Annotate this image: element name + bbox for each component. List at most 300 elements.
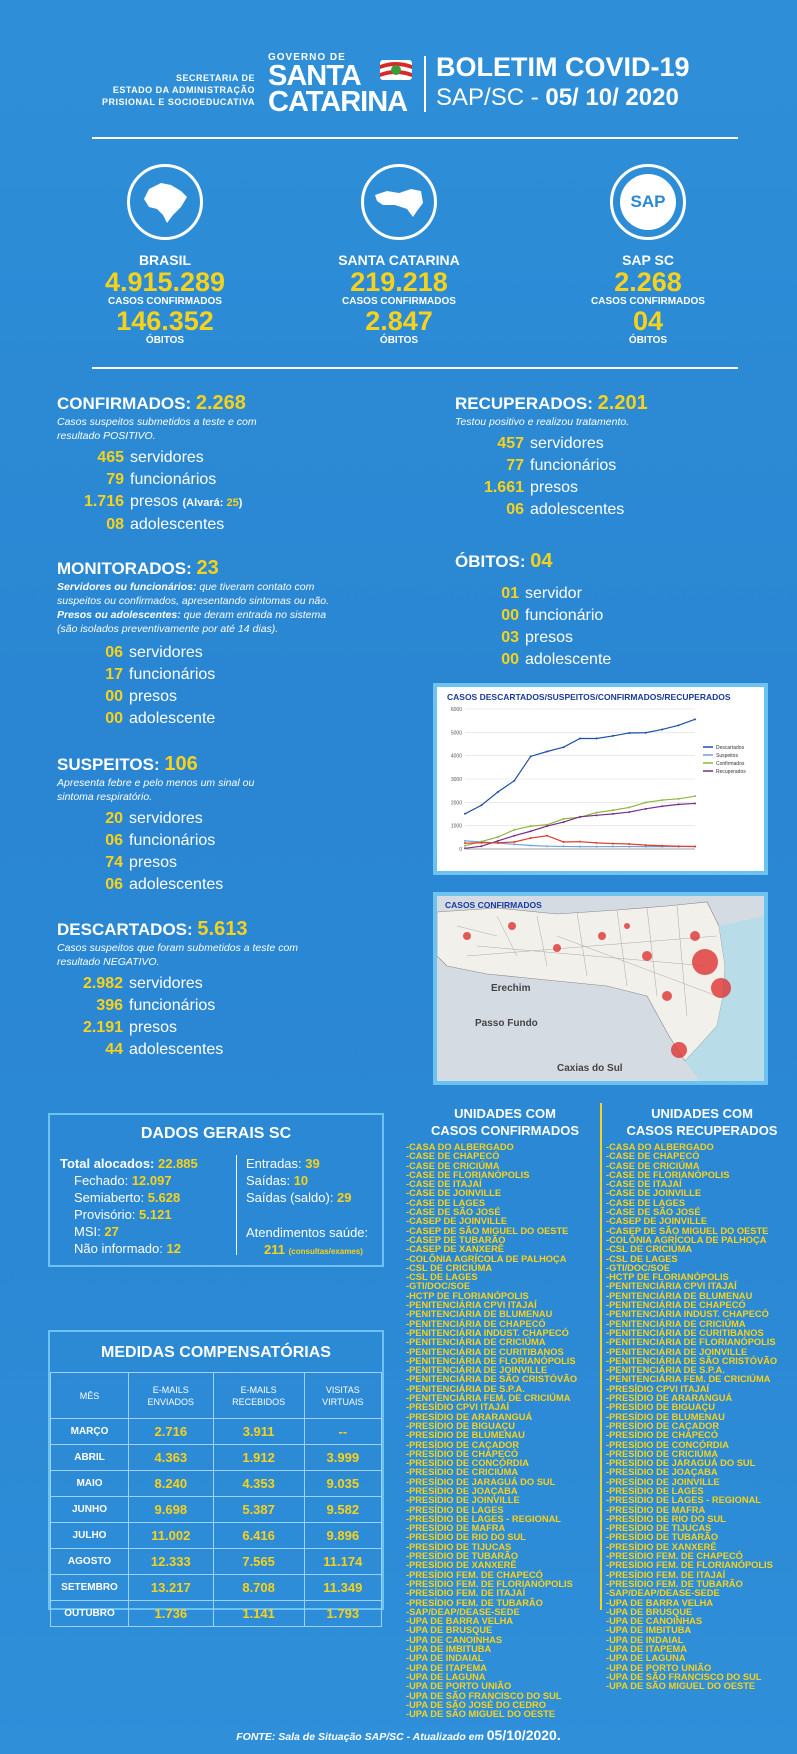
- unidades-recuperados-list: [606, 1143, 791, 1692]
- text: 5.121: [139, 1207, 172, 1222]
- list-item: -CSL DE LAGES: [606, 1253, 678, 1264]
- text: 00: [105, 688, 123, 705]
- text: 04: [530, 550, 553, 572]
- list-item: -SAP/DEAP/DEASE-SEDE: [606, 1588, 720, 1599]
- chart-point: [678, 724, 680, 726]
- text: 2.982: [82, 975, 123, 992]
- value-cell: 3.911: [213, 1419, 304, 1445]
- chart-point: [530, 845, 532, 847]
- table-row: [51, 1575, 382, 1601]
- text: 219.218: [350, 267, 448, 297]
- chart-point: [480, 804, 482, 806]
- text: adolescentes: [129, 876, 224, 893]
- chart-point: [595, 812, 597, 814]
- list-item: -PENITENCIÁRIA DE SÃO CRISTÓVÃO: [406, 1374, 578, 1385]
- text: 396: [96, 997, 123, 1014]
- text: 1.716: [83, 493, 124, 510]
- table-row: [51, 1523, 382, 1549]
- text: adolescentes: [129, 1041, 224, 1058]
- text: 2.847: [365, 306, 433, 336]
- list-item: -COLÔNIA AGRÍCOLA DE PALHOÇA: [406, 1253, 567, 1264]
- text: 74: [105, 854, 123, 871]
- list-item: -CASE DE FLORIANÓPOLIS: [606, 1169, 730, 1180]
- stat-sap-sc: [538, 164, 758, 346]
- list-item: -PRESÍDIO FEM. DE ITAJAÍ: [406, 1588, 526, 1599]
- text: MÊS: [51, 1373, 129, 1419]
- text: presos: [130, 493, 179, 510]
- text: presos: [525, 629, 574, 646]
- chart-series-line: [465, 796, 695, 846]
- text: sintoma respiratório.: [57, 791, 153, 803]
- text: adolescentes: [530, 501, 625, 518]
- list-item: [57, 1017, 397, 1039]
- list-item: -PRESÍDIO DE CAÇADOR: [406, 1439, 520, 1450]
- list-item: -CASE DE CRICIÚMA: [606, 1160, 700, 1171]
- list-item: [60, 1240, 240, 1257]
- list-item: -PRESÍDIO FEM. DE TUBARÃO: [406, 1597, 543, 1608]
- list-item: -CASEP DE SÃO MIGUEL DO OESTE: [406, 1225, 569, 1236]
- month-cell: AGOSTO: [51, 1549, 129, 1575]
- chart-point: [513, 841, 515, 843]
- text: 2.268: [614, 267, 682, 297]
- text: MONITORADOS:: [57, 559, 192, 578]
- map-title: CASOS CONFIRMADOS: [445, 900, 542, 910]
- section-recuperados: [455, 392, 775, 521]
- list-item: -PRESÍDIO DE MAFRA: [606, 1504, 706, 1515]
- text: 1.661: [483, 479, 524, 496]
- text: Total alocados:: [60, 1156, 158, 1171]
- text: RECUPERADOS:: [455, 394, 593, 413]
- text: servidores: [129, 644, 203, 661]
- list-item: -PRESÍDIO DE JOAÇABA: [406, 1485, 518, 1496]
- map-label-passo-fundo: Passo Fundo: [475, 1018, 538, 1029]
- chart-title: CASOS DESCARTADOS/SUSPEITOS/CONFIRMADOS/RECUPERADOS: [447, 692, 731, 702]
- list-item: -CASE DE LAGES: [406, 1197, 486, 1208]
- chart-point: [595, 737, 597, 739]
- chart-point: [546, 750, 548, 752]
- bulletin-date: 05/ 10/ 2020: [545, 84, 679, 111]
- list-item: -PENITENCIÁRIA DE JOINVILLE: [406, 1365, 548, 1376]
- text: CASOS CONFIRMADOS: [591, 296, 705, 307]
- text: ÓBITOS: [145, 335, 185, 346]
- text: DESCARTADOS:: [57, 920, 193, 939]
- text: 44: [105, 1041, 123, 1058]
- list-item: -PRESÍDIO DE TIJUCAS: [606, 1523, 712, 1534]
- text: Provisório:: [74, 1207, 140, 1222]
- text: suspeitos ou confirmados, apresentando sintomas ou não.: [57, 595, 330, 607]
- text: CASOS CONFIRMADOS: [108, 296, 222, 307]
- list-item: -UPA DE IMBITUBA: [606, 1625, 692, 1636]
- list-item: -PRESÍDIO DE BIGUAÇU: [406, 1420, 515, 1431]
- chart-point: [678, 798, 680, 800]
- text: presos: [129, 688, 178, 705]
- chart-point: [694, 795, 696, 797]
- chart-point: [497, 840, 499, 842]
- value-cell: 9.035: [304, 1471, 381, 1497]
- chart-point: [661, 805, 663, 807]
- value-cell: 1.736: [129, 1601, 214, 1627]
- section-descartados: [57, 918, 397, 1061]
- chart-point: [579, 737, 581, 739]
- value-cell: 1.912: [213, 1445, 304, 1471]
- list-item: -PRESÍDIO DE XANXERÊ: [406, 1560, 517, 1571]
- chart-point: [513, 835, 515, 837]
- chart-ytick-label: 2000: [450, 800, 462, 807]
- text: SAP: [620, 174, 676, 230]
- text: (Alvará:: [182, 497, 227, 509]
- text: resultado NEGATIVO.: [57, 956, 160, 968]
- text: adolescentes: [130, 516, 225, 533]
- text: 39: [305, 1156, 320, 1171]
- text: 4.915.289: [104, 267, 226, 297]
- chart-point: [661, 799, 663, 801]
- month-cell: MAIO: [51, 1471, 129, 1497]
- list-item: -PENITENCIÁRIA DE FLORIANÓPOLIS: [606, 1337, 776, 1348]
- santa-catarina-map-icon: [361, 164, 437, 240]
- list-item: -PRESÍDIO DE ARARANGUÁ: [606, 1393, 733, 1404]
- table-row: [51, 1445, 382, 1471]
- chart-svg: [437, 687, 764, 871]
- list-item: [455, 605, 775, 627]
- chart-ytick-label: 1000: [450, 823, 462, 830]
- text: 211: [264, 1242, 285, 1257]
- text: SUSPEITOS:: [57, 755, 160, 774]
- list-item: [455, 627, 775, 649]
- month-cell: ABRIL: [51, 1445, 129, 1471]
- chart-point: [645, 808, 647, 810]
- text: 06: [105, 832, 123, 849]
- chart-point: [628, 846, 630, 848]
- value-cell: 9.896: [304, 1523, 381, 1549]
- chart-point: [628, 806, 630, 808]
- chart-point: [497, 842, 499, 844]
- list-item: [57, 447, 387, 469]
- governo-sc-logo: [268, 52, 418, 118]
- map-label-erechim: Erechim: [491, 983, 531, 994]
- table-row: [51, 1601, 382, 1627]
- fonte-note: [0, 1727, 797, 1743]
- list-item: -PRESÍDIO DE BLUMENAU: [606, 1411, 725, 1422]
- header-divider: [424, 56, 426, 112]
- text: Presos ou adolescentes:: [57, 609, 181, 621]
- chart-point: [628, 811, 630, 813]
- unidades-confirmados-title: [405, 1105, 605, 1139]
- month-cell: MARÇO: [51, 1419, 129, 1445]
- section-obitos: [455, 550, 775, 671]
- month-cell: SETEMBRO: [51, 1575, 129, 1601]
- text: ÓBITOS: [379, 335, 419, 346]
- chart-point: [563, 841, 565, 843]
- list-item: -CASE DE FLORIANÓPOLIS: [406, 1169, 530, 1180]
- medidas-table: [50, 1372, 382, 1627]
- text: Não informado:: [74, 1241, 167, 1256]
- list-item: -CASEP DE SÃO MIGUEL DO OESTE: [606, 1225, 769, 1236]
- chart-point: [694, 846, 696, 848]
- list-item: -PRESÍDIO DE CRICIÚMA: [406, 1467, 519, 1478]
- list-item: -PRESÍDIO DE CHAPECÓ: [606, 1430, 719, 1441]
- list-item: -PRESÍDIO FEM. DE TUBARÃO: [606, 1578, 743, 1589]
- text: 457: [497, 435, 524, 452]
- value-cell: 9.582: [304, 1497, 381, 1523]
- chart-ytick-label: 5000: [450, 730, 462, 737]
- dados-gerais-box: [48, 1113, 384, 1267]
- list-item: [455, 583, 775, 605]
- text: ÓBITOS: [628, 335, 668, 346]
- list-item: -PRESÍDIO DE LAGES: [606, 1485, 704, 1496]
- text: 06: [506, 501, 524, 518]
- list-item: -CASE DE ITAJAÍ: [606, 1179, 682, 1190]
- table-row: [51, 1549, 382, 1575]
- list-item: -PRESÍDIO DE LAGES: [406, 1504, 504, 1515]
- text: 00: [501, 607, 519, 624]
- text: servidores: [129, 810, 203, 827]
- chart-point: [612, 813, 614, 815]
- chart-point: [595, 842, 597, 844]
- list-item: -PENITENCIÁRIA DE S.P.A.: [406, 1383, 525, 1394]
- chart-point: [513, 780, 515, 782]
- list-item: -PENITENCIÁRIA DE CHAPECÓ: [606, 1300, 746, 1311]
- list-item: -PRESÍDIO FEM. DE FLORIANÓPOLIS: [406, 1578, 573, 1589]
- list-item: -UPA DE SÃO MIGUEL DO OESTE: [406, 1709, 556, 1720]
- text: adolescente: [525, 651, 612, 668]
- chart-point: [628, 732, 630, 734]
- list-item: -CSL DE CRICIÚMA: [406, 1262, 493, 1273]
- section-monitorados: [57, 557, 397, 730]
- bulletin-subtitle: [436, 84, 679, 112]
- santa-label: SANTA: [268, 60, 361, 92]
- text: BRASIL: [138, 252, 192, 268]
- value-cell: 11.002: [129, 1523, 214, 1549]
- text: 146.352: [116, 306, 214, 336]
- chart-point: [530, 755, 532, 757]
- list-item: -CASE DE SÃO JOSÉ: [406, 1207, 501, 1218]
- list-item: -PRESÍDIO DE TUBARÃO: [406, 1551, 519, 1562]
- text: 79: [106, 471, 124, 488]
- list-item: -PRESÍDIO DE TIJUCAS: [406, 1541, 512, 1552]
- text: FONTE: Sala de Situação SAP/SC - Atualizado em: [236, 1731, 487, 1743]
- text: UNIDADES COM: [454, 1106, 556, 1121]
- value-cell: 3.999: [304, 1445, 381, 1471]
- chart-point: [563, 845, 565, 847]
- list-item: -CSL DE LAGES: [406, 1272, 478, 1283]
- list-item: -PENITENCIÁRIA CPVI ITAJAÍ: [406, 1300, 537, 1311]
- text: Fechado:: [74, 1173, 132, 1188]
- list-item: -UPA DE BRUSQUE: [606, 1606, 693, 1617]
- text: Atendimentos saúde:: [246, 1225, 369, 1240]
- list-item: [60, 1223, 240, 1240]
- text: funcionários: [129, 666, 216, 683]
- list-item: [60, 1172, 240, 1189]
- list-item: -UPA DE SÃO MIGUEL DO OESTE: [606, 1681, 756, 1692]
- text: CONFIRMADOS:: [57, 394, 192, 413]
- sap-logo-icon: [610, 164, 686, 240]
- text: ): [238, 497, 243, 509]
- text: funcionários: [129, 997, 216, 1014]
- list-item: -UPA DE PORTO UNIÃO: [406, 1681, 512, 1692]
- list-item: -UPA DE BARRA VELHA: [406, 1616, 514, 1627]
- text: SECRETARIA DE: [175, 73, 255, 83]
- list-item: -PRESÍDIO DE JOINVILLE: [406, 1495, 520, 1506]
- section-suspeitos: [57, 753, 387, 896]
- text: CASOS CONFIRMADOS: [430, 1123, 580, 1138]
- unidades-confirmados-list: [406, 1143, 601, 1719]
- list-item: -PENITENCIÁRIA DE CRICIÚMA: [606, 1318, 746, 1329]
- chart-point: [546, 835, 548, 837]
- sc-flag-icon: [378, 58, 414, 82]
- text: servidores: [129, 975, 203, 992]
- chart-point: [612, 846, 614, 848]
- chart-point: [579, 841, 581, 843]
- chart-point: [464, 842, 466, 844]
- list-item: -PRESÍDIO DE BLUMENAU: [406, 1430, 525, 1441]
- chart-point: [530, 825, 532, 827]
- text: ESTADO DA ADMINISTRAÇÃO: [112, 85, 255, 95]
- list-item: [57, 874, 387, 896]
- chart-point: [563, 746, 565, 748]
- text: 29: [337, 1190, 352, 1205]
- list-item: -PRESÍDIO FEM. DE FLORIANÓPOLIS: [606, 1560, 773, 1571]
- list-item: -UPA DE BRUSQUE: [406, 1625, 493, 1636]
- list-item: -COLÔNIA AGRÍCOLA DE PALHOÇA: [606, 1234, 767, 1245]
- text: 12.097: [131, 1173, 172, 1188]
- text: Entradas:: [246, 1156, 306, 1171]
- text: 10: [293, 1173, 309, 1188]
- chart-point: [480, 842, 482, 844]
- text: VISITAS VIRTUAIS: [304, 1373, 381, 1419]
- chart-point: [645, 732, 647, 734]
- list-item: -PRESÍDIO DE CRICIÚMA: [606, 1448, 719, 1459]
- list-item: -PENITENCIÁRIA FEM. DE CRICIÚMA: [406, 1393, 571, 1404]
- text: SAP SC: [622, 252, 674, 268]
- text: 01: [501, 585, 519, 602]
- list-item: -CASE DE CHAPECÓ: [406, 1151, 500, 1162]
- value-cell: 4.353: [213, 1471, 304, 1497]
- list-item: -UPA DE SÃO JOSÉ DO CEDRO: [406, 1699, 546, 1710]
- list-item: -PRESÍDIO DE JARAGUÁ DO SUL: [406, 1476, 556, 1487]
- list-item: -CASA DO ALBERGADO: [606, 1142, 714, 1152]
- chart-point: [530, 830, 532, 832]
- text: 12: [166, 1241, 181, 1256]
- value-cell: --: [304, 1419, 381, 1445]
- value-cell: 8.708: [213, 1575, 304, 1601]
- list-item: [60, 1189, 240, 1206]
- chart-point: [595, 814, 597, 816]
- list-item: -PENITENCIÁRIA DE CRICIÚMA: [406, 1337, 546, 1348]
- value-cell: 1.141: [213, 1601, 304, 1627]
- value-cell: 1.793: [304, 1601, 381, 1627]
- text: SANTA CATARINA: [338, 252, 460, 268]
- text: 00: [501, 651, 519, 668]
- text: Servidores ou funcionários:: [57, 581, 197, 593]
- list-item: -PRESÍDIO FEM. DE CHAPECÓ: [406, 1569, 543, 1580]
- text: funcionários: [130, 471, 217, 488]
- text: PRISIONAL E SOCIOEDUCATIVA: [101, 97, 255, 107]
- chart-ytick-label: 6000: [450, 707, 462, 713]
- list-item: -SAP/DEAP/DEASE-SEDE: [406, 1606, 520, 1617]
- list-item: -PENITENCIÁRIA DE CHAPECÓ: [406, 1318, 546, 1329]
- table-header-row: [51, 1373, 382, 1419]
- text: 23: [196, 557, 219, 579]
- text: presos: [129, 854, 178, 871]
- list-item: -UPA DE ITAPEMA: [406, 1662, 487, 1673]
- chart-point: [678, 845, 680, 847]
- chart-ytick-label: 4000: [450, 753, 462, 760]
- table-row: [51, 1471, 382, 1497]
- value-cell: 5.387: [213, 1497, 304, 1523]
- list-item: -UPA DE INDAIAL: [406, 1653, 484, 1664]
- text: 03: [501, 629, 519, 646]
- list-item: [57, 491, 387, 514]
- text: SAP/SC -: [436, 84, 546, 111]
- value-cell: 2.716: [129, 1419, 214, 1445]
- text: Casos suspeitos que foram submetidos a teste com: [57, 942, 299, 954]
- list-item: [57, 973, 397, 995]
- list-item: -PRESÍDIO DE BIGUAÇU: [606, 1402, 715, 1413]
- list-item: -PRESÍDIO CPVI ITAJAÍ: [606, 1383, 710, 1394]
- month-cell: JUNHO: [51, 1497, 129, 1523]
- list-item: -PENITENCIÁRIA DE CURITIBANOS: [406, 1346, 564, 1357]
- text: Saídas:: [246, 1173, 294, 1188]
- text: UNIDADES COM: [651, 1106, 753, 1121]
- month-cell: OUTUBRO: [51, 1601, 129, 1627]
- medidas-title: MEDIDAS COMPENSATÓRIAS: [101, 1344, 331, 1361]
- text: adolescente: [129, 710, 216, 727]
- list-item: -UPA DE PORTO UNIÃO: [606, 1662, 712, 1673]
- list-item: -UPA DE ITAPEMA: [606, 1644, 687, 1655]
- chart-legend-label: Suspeitos: [716, 753, 738, 759]
- text: 05/10/2020.: [486, 1727, 561, 1743]
- sc-map-drawing: [437, 896, 764, 1081]
- list-item: -UPA DE SÃO FRANCISCO DO SUL: [606, 1671, 762, 1682]
- bulletin-title: BOLETIM COVID-19: [436, 52, 690, 82]
- list-item: [455, 433, 775, 455]
- chart-point: [530, 837, 532, 839]
- text: 08: [106, 516, 124, 533]
- list-item: -PENITENCIÁRIA INDUST. CHAPECÓ: [406, 1327, 569, 1338]
- stats-line: [92, 367, 738, 369]
- list-item: -PENITENCIÁRIA DE S.P.A.: [606, 1365, 725, 1376]
- text: 106: [164, 753, 198, 775]
- list-item: -PENITENCIÁRIA DE SÃO CRISTÓVÃO: [606, 1355, 778, 1366]
- chart-point: [579, 816, 581, 818]
- text: funcionários: [129, 832, 216, 849]
- list-item: [57, 642, 397, 664]
- list-item: -UPA DE INDAIAL: [606, 1634, 684, 1645]
- list-item: [57, 1039, 397, 1061]
- list-item: -GTI/DOC/SOE: [606, 1262, 671, 1273]
- value-cell: 7.565: [213, 1549, 304, 1575]
- chart-point: [694, 718, 696, 720]
- list-item: -PENITENCIÁRIA FEM. DE CRICIÚMA: [606, 1374, 771, 1385]
- list-item: -PRESÍDIO DE CONCÓRDIA: [406, 1458, 529, 1469]
- text: ÓBITOS:: [455, 552, 526, 571]
- list-item: -CASE DE ITAJAÍ: [406, 1179, 482, 1190]
- list-item: -PRESÍDIO DE RIO DO SUL: [606, 1513, 726, 1524]
- chart-point: [612, 809, 614, 811]
- dados-gerais-divider: [236, 1155, 237, 1255]
- list-item: -PRESÍDIO DE CONCÓRDIA: [606, 1439, 729, 1450]
- text: 2.191: [82, 1019, 123, 1036]
- text: Semiaberto:: [74, 1190, 148, 1205]
- list-item: -PRESÍDIO DE CHAPECÓ: [406, 1448, 519, 1459]
- list-item: [455, 455, 775, 477]
- list-item: [57, 708, 397, 730]
- confirmed-cases-map: [433, 892, 768, 1085]
- list-item: -PRESÍDIO DE TUBARÃO: [606, 1532, 719, 1543]
- chart-point: [464, 813, 466, 815]
- list-item: [60, 1155, 240, 1172]
- chart-ytick-label: 0: [459, 847, 462, 853]
